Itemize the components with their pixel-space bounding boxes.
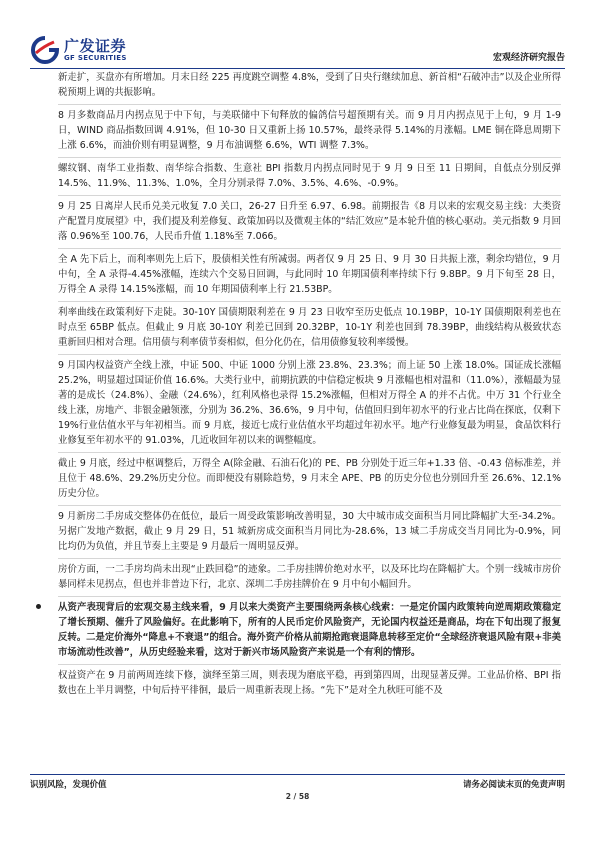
paragraph: 9 月新房二手房成交整体仍在低位，最后一周受政策影响改善明显，30 大中城市成交面积当月同比降幅扩大至-34.2%。另据广发地产数据，截止 9 月 29 日，51 城新房成交面积当月同比为-28.6%，13 城二手房成交当月同比为-0.9%，同比均仍为负值，并且节奏上主要是 9 月最后一周明显反弹。 (58, 506, 561, 559)
bullet-icon (36, 604, 41, 609)
paragraph: 截止 9 月底，经过中枢调整后，万得全 A(除金融、石油石化)的 PE、PB 分别处于近三年+1.33 倍、-0.43 倍标准差，并且位于 48.6%、29.2%历史分位。而即便没有剔除趋势，9 月末全 APE、PB 的历史分位也分别回升至 26.6%、12.1%历史分位。 (58, 453, 561, 506)
logo-chinese-text: 广发证券 (64, 37, 127, 55)
logo-english-text: GF SECURITIES (64, 54, 127, 62)
paragraph: 螺纹钢、南华工业指数、南华综合指数、生意社 BPI 指数月内拐点同时见于 9 月 9 日至 11 日期间，自低点分别反弹 14.5%、11.9%、11.3%、1.0%，全月分别录得 7.0%、3.5%、4.6%、-0.9%。 (58, 158, 561, 196)
page-number: 2 / 58 (285, 792, 310, 801)
paragraph: 房价方面，一二手房均尚未出现“止跌回稳”的迹象。二手房挂牌价绝对水平，以及环比均在降幅扩大。个别一线城市房价暴同样未见拐点，但也并非普边下行，北京、深圳二手房挂牌价在 9 月中旬小幅回升。 (58, 559, 561, 597)
paragraph: 新走扩，买盘亦有所增加。月末日经 225 再度跳空调整 4.8%，受到了日央行继续加息、新首相“石破冲击”以及企业所得税预期上调的共振影响。 (58, 70, 561, 105)
paragraph: 权益资产在 9 月前两周连续下修，演绎至第三周，则表现为磨底平稳，再到第四周，出现显著反弹。工业品价格、BPI 指数也在上半月调整，中旬后持平徘徊，最后一周重新表现上扬。“先下”是对全九秋旺可能不及 (58, 670, 561, 696)
footer-divider (30, 774, 565, 775)
paragraph: 9 月国内权益资产全线上涨，中证 500、中证 1000 分别上涨 23.8%、23.3%；而上证 50 上涨 18.0%。国证成长涨幅 25.2%，明显超过国证价值 16.6%。大类行业中，前期抗跌的中信稳定板块 9 月涨幅也相对温和（11.0%），涨幅最为显著的是成长（24.8%）、金融（24.6%），红利风格也录得 15.2%涨幅，但相对万得全 A 的并不占优。中万 31 个行业全线上涨，房地产、非银金融领涨，分别为 36.2%、36.6%，9 月中旬，估值回归到年初水平的行业占比尚在探底，仅剩下 19%行业估值水平与年初相当。而 9 月底，接近七成行业估值水平均超过年初水平。地产行业修复最为明显，食品饮料行业修复至年初水平的 91.03%，几近收回年初以来的调整幅度。 (58, 355, 561, 453)
footer-slogan: 识别风险，发现价值 (30, 780, 107, 790)
report-body (58, 70, 561, 702)
paragraph: 全 A 先下后上，而利率则先上后下，股债相关性有所减弱。两者仅 9 月 25 日、9 月 30 日共振上涨，剩余均错位，9 月中旬，全 A 录得-4.45%涨幅，连续六个交易日回调，与此同时 10 年期国债利率持续下行 9.8BP。9 月下旬至 28 日，万得全 A 录得 14.15%涨幅，而 10 年期国债利率上行 21.53BP。 (58, 249, 561, 302)
page-header (30, 34, 565, 68)
paragraph: 利率曲线在政策利好下走陡。30-10Y 国债期限利差在 9 月 23 日收窄至历史低点 10.19BP，10-1Y 国债期限利差也在时点至 65BP 低点。但截止 9 月底 30-10Y 利差已回到 20.32BP，10-1Y 利差也回到 78.39BP，曲线结构从极致状态重新回归相对合理。信用债与利率债节奏相似，但分化仍在，信用债修复较利率缓慢。 (58, 302, 561, 355)
key-conclusion (58, 597, 561, 665)
gf-logo-icon (30, 36, 60, 64)
key-conclusion-text: 从资产表现背后的宏观交易主线来看，9 月以来大类资产主要围绕两条核心线索：一是定价国内政策转向逆周期政策稳定了增长预期、催升了风险偏好。在此影响下，所有的人民币定价风险资产，无论国内权益还是商品，均在下旬出现了报复反转。二是定价海外“降息+不衰退”的组合。海外资产价格从前期抢跑衰退降息转移至定价“全球经济衰退风险有限+非美市场流动性改善”，从历史经验来看，这对于新兴市场风险资产来说是一个有利的情形。 (58, 602, 561, 658)
paragraph: 8 月多数商品月内拐点见于中下旬，与美联储中下旬释放的偏鸽信号超预期有关。而 9 月月内拐点见于上旬，9 月 1-9 日，WIND 商品指数回调 4.91%，但 10-30 日又重新上扬 10.57%，最终录得 5.14%的月涨幅。LME 铜在降息周期下上涨 6.6%，而油价则有明显调整，9 月布油调整 6.6%，WTI 调整 7.3%。 (58, 105, 561, 158)
footer-disclaimer: 请务必阅读末页的免责声明 (462, 780, 565, 790)
header-divider (30, 68, 565, 69)
report-type-label: 宏观经济研究报告 (492, 53, 565, 63)
paragraph: 9 月 25 日离岸人民币兑美元收复 7.0 关口，26-27 日升至 6.97、6.98。前期报告《8 月以来的宏观交易主线：大类资产配置月度展望》中，我们提及利差修复、政策加码以及微观主体的“结汇效应”是本轮升值的核心驱动。美元指数 9 月回落 0.96%至 100.76，人民币升值 1.18%至 7.066。 (58, 196, 561, 249)
company-logo (30, 34, 160, 66)
